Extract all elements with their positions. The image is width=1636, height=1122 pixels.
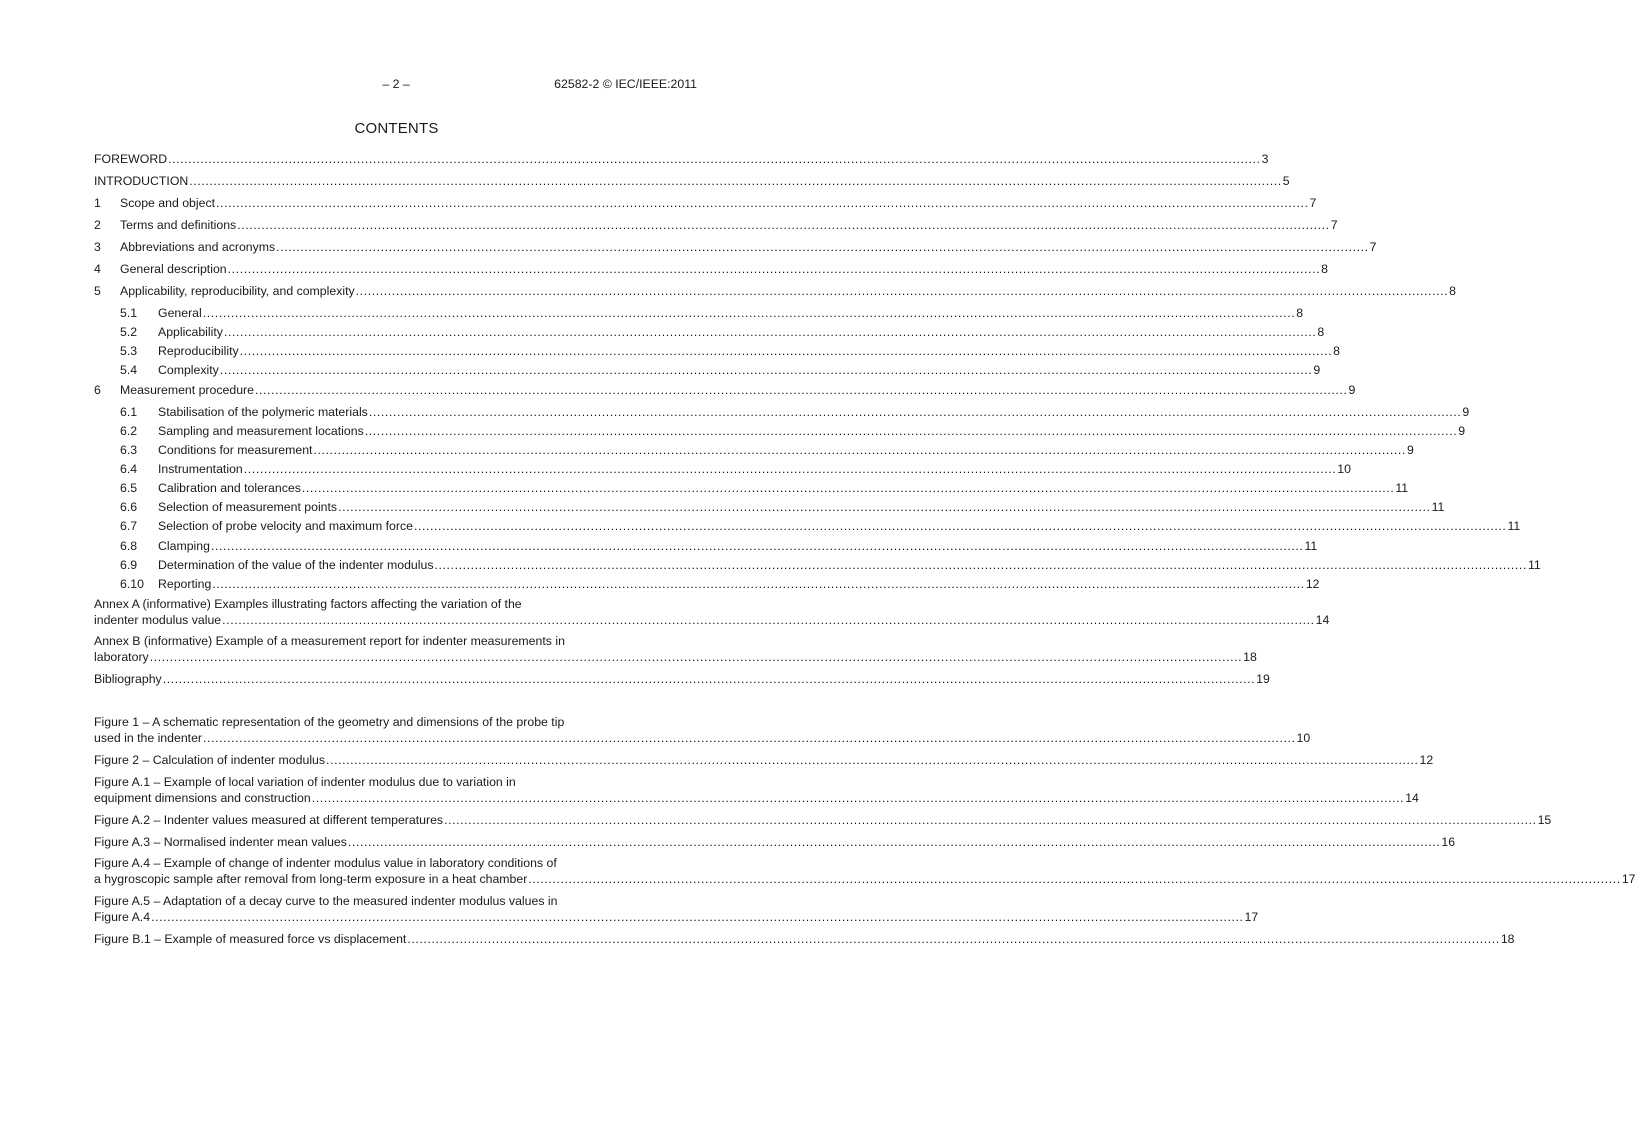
- figure-entry-text-line1: Figure A.5 – Adaptation of a decay curve to the measured indenter modulus values in: [94, 894, 558, 908]
- figure-entry-a4[interactable]: [94, 856, 1636, 887]
- toc-entry-page: 11: [1304, 539, 1318, 553]
- toc-entry-4[interactable]: [94, 262, 1328, 278]
- figure-entry-text-line1: Figure 1 – A schematic representation of the geometry and dimensions of the probe tip: [94, 715, 565, 729]
- toc-entry-bibliography[interactable]: [94, 672, 1270, 688]
- figure-entry-page: 16: [1441, 835, 1456, 849]
- toc-entry-number: 3: [94, 240, 101, 254]
- toc-entry-text-line2: indenter modulus value: [94, 612, 222, 627]
- figure-entry-text-line2: Figure A.4: [94, 909, 151, 924]
- figure-entry-text: Figure A.2 – Indenter values measured at different temperatures: [94, 813, 444, 827]
- toc-entry-number: 5: [94, 284, 101, 298]
- toc-entry-text: Reproducibility: [158, 344, 239, 358]
- toc-entry-number: 6.7: [120, 519, 138, 533]
- toc-entry-text-line1: Annex A (informative) Examples illustrating factors affecting the variation of the: [94, 597, 522, 611]
- toc-entry-introduction[interactable]: [94, 174, 1290, 190]
- toc-entry-page: 8: [1333, 344, 1340, 358]
- contents-title: CONTENTS: [354, 120, 439, 137]
- toc-entry-text: Sampling and measurement locations: [158, 424, 364, 438]
- toc-entry-page: 10: [1337, 462, 1351, 476]
- figure-entry-text-line2: used in the indenter: [94, 730, 203, 745]
- toc-entry-page: 14: [1315, 612, 1330, 627]
- figure-entry-a3[interactable]: [94, 835, 1456, 851]
- toc-entry-page: 7: [1330, 218, 1338, 232]
- toc-entry-number: 5.2: [120, 325, 138, 339]
- toc-entry-text: Bibliography: [94, 672, 162, 686]
- toc-entry-number: 4: [94, 262, 101, 276]
- toc-entry-number: 6.2: [120, 424, 138, 438]
- toc-entry-number: 5.1: [120, 306, 138, 320]
- toc-entry-6-10[interactable]: [94, 577, 1320, 593]
- toc-entry-number: 5.4: [120, 363, 138, 377]
- toc-entry-5[interactable]: [94, 284, 1456, 300]
- toc-entry-text: Applicability, reproducibility, and complexity: [120, 284, 355, 298]
- figure-entry-1[interactable]: [94, 715, 1311, 746]
- toc-entry-page: 11: [1431, 500, 1445, 514]
- toc-entry-6-6[interactable]: [94, 500, 1445, 516]
- toc-entry-number: 6.5: [120, 481, 138, 495]
- toc-entry-page: 9: [1348, 383, 1356, 397]
- toc-entry-5-4[interactable]: [94, 363, 1321, 379]
- toc-entry-foreword[interactable]: [94, 152, 1269, 168]
- toc-entry-page: 5: [1282, 174, 1290, 188]
- figure-entry-text: Figure A.3 – Normalised indenter mean values: [94, 835, 347, 849]
- page-number: – 2 –: [382, 77, 410, 91]
- toc-entry-6-9[interactable]: [94, 558, 1541, 574]
- toc-entry-6-3[interactable]: [94, 443, 1414, 459]
- toc-entry-text: Measurement procedure: [120, 383, 254, 397]
- toc-entry-text: Clamping: [158, 539, 210, 553]
- toc-entry-page: 19: [1256, 672, 1270, 686]
- figure-entry-text: Figure B.1 – Example of measured force vs displacement: [94, 932, 407, 946]
- toc-entry-6-5[interactable]: [94, 481, 1409, 497]
- toc-entry-text: Scope and object: [120, 196, 216, 210]
- toc-entry-page: 9: [1406, 443, 1414, 457]
- toc-entry-page: 8: [1296, 306, 1304, 320]
- toc-entry-page: 7: [1309, 196, 1317, 210]
- toc-entry-text: Applicability: [158, 325, 223, 339]
- figure-entry-a2[interactable]: [94, 813, 1552, 829]
- figure-entry-page: 17: [1244, 909, 1259, 924]
- toc-entry-page: 12: [1305, 577, 1320, 591]
- toc-entry-text: Selection of measurement points: [158, 500, 338, 514]
- figure-entry-text-line1: Figure A.4 – Example of change of indenter modulus value in laboratory conditions of: [94, 856, 557, 870]
- toc-entry-6-2[interactable]: [94, 424, 1466, 440]
- toc-entry-text: Determination of the value of the indenter modulus: [158, 558, 434, 572]
- toc-entry-number: 6.6: [120, 500, 138, 514]
- toc-entry-6-8[interactable]: [94, 539, 1318, 555]
- figure-entry-text-line2: equipment dimensions and construction: [94, 790, 311, 805]
- toc-entry-2[interactable]: [94, 218, 1338, 234]
- toc-entry-number: 1: [94, 196, 101, 210]
- toc-entry-5-2[interactable]: [94, 325, 1325, 341]
- toc-entry-number: 6.3: [120, 443, 138, 457]
- toc-entry-text: General description: [120, 262, 227, 276]
- figure-entry-2[interactable]: [94, 753, 1434, 769]
- toc-entry-1[interactable]: [94, 196, 1317, 212]
- toc-entry-text-line2: laboratory: [94, 649, 149, 664]
- toc-entry-annex-b[interactable]: [94, 634, 1257, 665]
- toc-entry-5-3[interactable]: [94, 344, 1340, 360]
- figure-entry-page: 18: [1500, 932, 1515, 946]
- toc-entry-page: 8: [1317, 325, 1325, 339]
- toc-entry-page: 11: [1507, 519, 1521, 533]
- toc-entry-page: 11: [1395, 481, 1409, 495]
- toc-entry-6-7[interactable]: [94, 519, 1521, 535]
- toc-entry-page: 18: [1243, 649, 1257, 664]
- toc-entry-text: Stabilisation of the polymeric materials: [158, 405, 368, 419]
- toc-entry-page: 11: [1527, 558, 1541, 572]
- toc-entry-3[interactable]: [94, 240, 1377, 256]
- toc-entry-number: 6.4: [120, 462, 138, 476]
- toc-entry-text: Reporting: [158, 577, 212, 591]
- toc-entry-text: Terms and definitions: [120, 218, 237, 232]
- toc-entry-number: 6.10: [120, 577, 144, 591]
- toc-entry-6-4[interactable]: [94, 462, 1351, 478]
- toc-entry-page: 9: [1458, 424, 1466, 438]
- figure-entry-page: 14: [1405, 790, 1419, 805]
- toc-entry-text: Selection of probe velocity and maximum force: [158, 519, 413, 533]
- toc-entry-6-1[interactable]: [94, 405, 1470, 421]
- toc-entry-number: 2: [94, 218, 101, 232]
- toc-entry-text: Abbreviations and acronyms: [120, 240, 276, 254]
- toc-entry-text: Instrumentation: [158, 462, 243, 476]
- toc-entry-text: Calibration and tolerances: [158, 481, 301, 495]
- toc-entry-page: 8: [1321, 262, 1328, 276]
- figure-entry-page: 15: [1537, 813, 1552, 827]
- toc-entry-text: Complexity: [158, 363, 219, 377]
- toc-entry-annex-a[interactable]: [94, 597, 1330, 628]
- toc-entry-number: 6: [94, 383, 101, 397]
- figure-entry-text-line2: a hygroscopic sample after removal from long-term exposure in a heat chamber: [94, 871, 528, 886]
- toc-entry-page: 3: [1261, 152, 1269, 166]
- figure-entry-a5[interactable]: [94, 894, 1259, 925]
- figure-entry-page: 10: [1296, 730, 1311, 745]
- toc-entry-text: INTRODUCTION: [94, 174, 189, 188]
- toc-entry-number: 6.1: [120, 405, 138, 419]
- toc-entry-5-1[interactable]: [94, 306, 1304, 322]
- toc-entry-page: 8: [1449, 284, 1456, 298]
- toc-entry-page: 7: [1369, 240, 1377, 254]
- document-id: 62582-2 © IEC/IEEE:2011: [554, 77, 697, 91]
- toc-entry-page: 9: [1313, 363, 1321, 377]
- figure-entry-page: 17: [1621, 871, 1636, 886]
- toc-entry-text: FOREWORD: [94, 152, 168, 166]
- toc-entry-page: 9: [1462, 405, 1470, 419]
- toc-entry-text: General: [158, 306, 202, 320]
- toc-entry-6[interactable]: [94, 383, 1356, 399]
- toc-entry-text-line1: Annex B (informative) Example of a measurement report for indenter measurements in: [94, 634, 565, 648]
- figure-entry-text: Figure 2 – Calculation of indenter modulus: [94, 753, 326, 767]
- figure-entry-a1[interactable]: [94, 775, 1419, 806]
- figure-entry-text-line1: Figure A.1 – Example of local variation of indenter modulus due to variation in: [94, 775, 516, 789]
- figure-entry-b1[interactable]: [94, 932, 1515, 948]
- toc-entry-text: Conditions for measurement: [158, 443, 313, 457]
- toc-entry-number: 6.9: [120, 558, 138, 572]
- figure-entry-page: 12: [1419, 753, 1434, 767]
- toc-entry-number: 6.8: [120, 539, 138, 553]
- toc-entry-number: 5.3: [120, 344, 138, 358]
